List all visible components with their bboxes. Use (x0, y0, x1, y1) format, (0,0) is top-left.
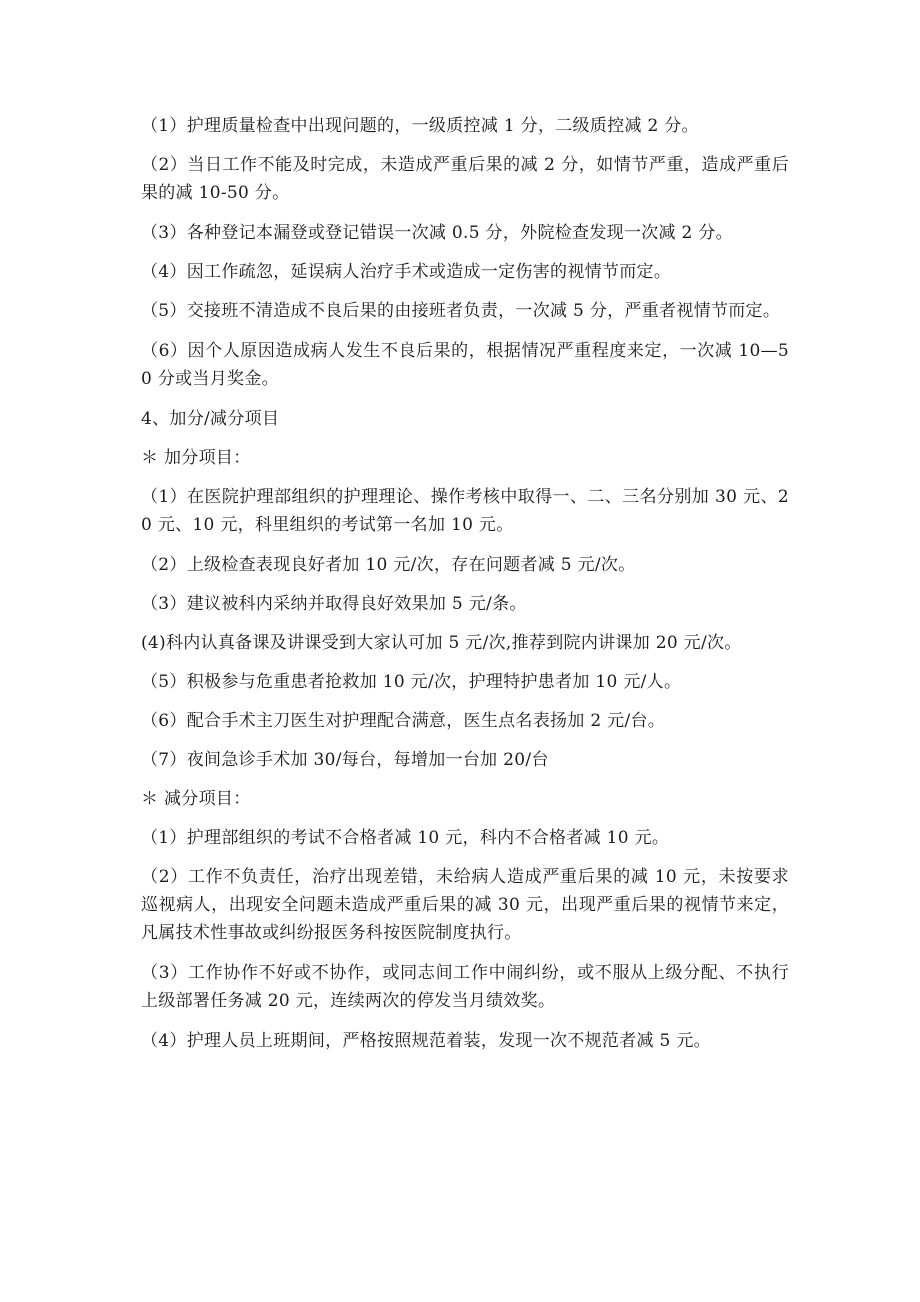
penalty-item-3: （3）工作协作不好或不协作，或同志间工作中闹纠纷，或不服从上级分配、不执行上级部署任务减 20 元，连续两次的停发当月绩效奖。 (141, 963, 789, 1011)
bonus-item-6: （6）配合手术主刀医生对护理配合满意，医生点名表扬加 2 元/台。 (141, 711, 666, 731)
penalty-item-2: （2）工作不负责任，治疗出现差错，未给病人造成严重后果的减 10 元，未按要求巡视病人，出现安全问题未造成严重后果的减 30 元，出现严重后果的视情节来定，凡属技术性事故或纠纷报医务科按医院制度执行。 (141, 867, 789, 943)
paragraph-deduction-4: （4）因工作疏忽，延误病人治疗手术或造成一定伤害的视情节而定。 (141, 262, 672, 282)
bonus-items-heading: ＊ 加分项目： (141, 448, 251, 468)
bonus-item-1: （1）在医院护理部组织的护理理论、操作考核中取得一、二、三名分别加 30 元、20 元、10 元，科里组织的考试第一名加 10 元。 (141, 487, 789, 535)
paragraph-deduction-2: （2）当日工作不能及时完成，未造成严重后果的减 2 分，如情节严重，造成严重后果的减 10-50 分。 (141, 155, 789, 203)
bonus-item-4: (4)科内认真备课及讲课受到大家认可加 5 元/次,推荐到院内讲课加 20 元/次。 (141, 633, 742, 653)
bonus-item-5: （5）积极参与危重患者抢救加 10 元/次，护理特护患者加 10 元/人。 (141, 672, 682, 692)
paragraph-deduction-5: （5）交接班不清造成不良后果的由接班者负责，一次减 5 分，严重者视情节而定。 (141, 301, 781, 321)
paragraph-deduction-6: （6）因个人原因造成病人发生不良后果的，根据情况严重程度来定，一次减 10—50 分或当月奖金。 (141, 341, 789, 389)
bonus-item-2: （2）上级检查表现良好者加 10 元/次，存在问题者减 5 元/次。 (141, 555, 636, 575)
bonus-item-3: （3）建议被科内采纳并取得良好效果加 5 元/条。 (141, 594, 527, 614)
penalty-item-1: （1）护理部组织的考试不合格者减 10 元，科内不合格者减 10 元。 (141, 828, 670, 848)
paragraph-deduction-1: （1）护理质量检查中出现问题的，一级质控减 1 分，二级质控减 2 分。 (141, 116, 699, 136)
paragraph-deduction-3: （3）各种登记本漏登或登记错误一次减 0.5 分，外院检查发现一次减 2 分。 (141, 223, 733, 243)
penalty-items-heading: ＊ 减分项目： (141, 789, 251, 809)
section-heading: 4、加分/减分项目 (141, 409, 280, 429)
document-page (141, 112, 789, 1066)
penalty-item-4: （4）护理人员上班期间，严格按照规范着装，发现一次不规范者减 5 元。 (141, 1031, 711, 1051)
bonus-item-7: （7）夜间急诊手术加 30/每台，每增加一台加 20/台 (141, 750, 549, 770)
